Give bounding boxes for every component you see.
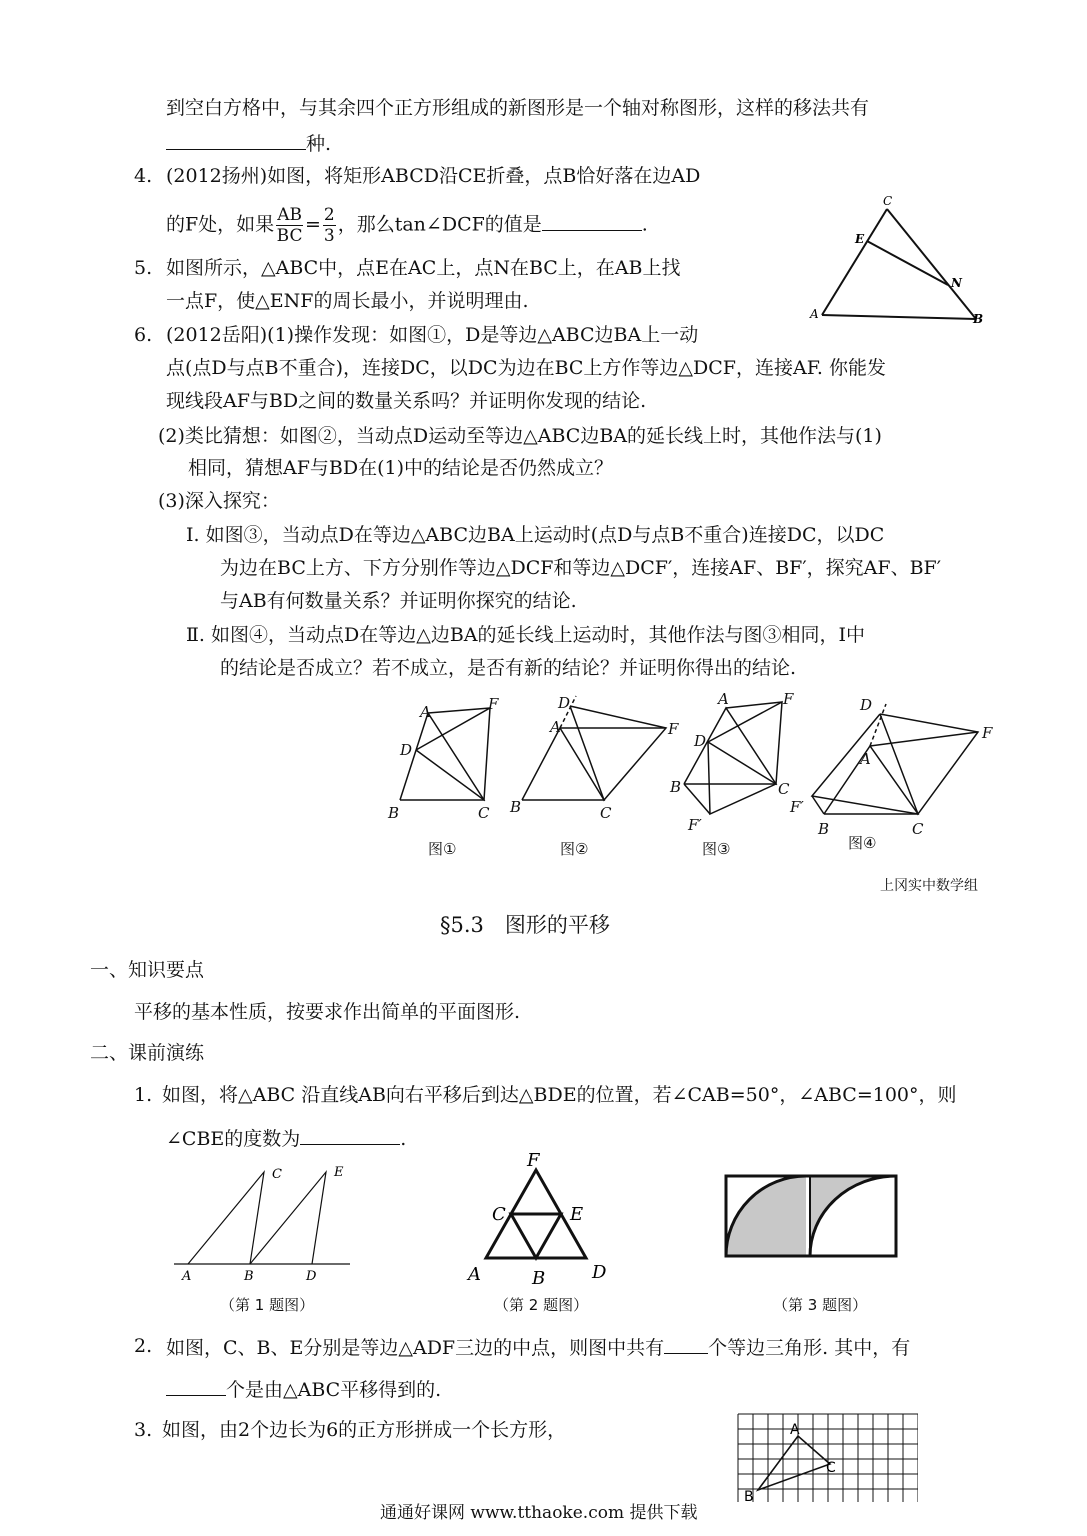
fig4-label-c: C (912, 820, 924, 838)
fig4-segment-af (870, 732, 978, 746)
q3-prev-line2 (166, 129, 331, 157)
fig3-triangle-dcf (708, 702, 782, 784)
figure-3 (684, 702, 782, 814)
label-b: B (244, 1269, 254, 1284)
segment-en (867, 241, 948, 285)
fig1-label-f: F (488, 695, 499, 713)
q3-prev-line2-tail: 种. (306, 133, 332, 155)
fig2-label-b: B (510, 798, 522, 816)
q6-ii-line1: Ⅱ. 如图④，当动点D在等边△边BA的延长线上运动时，其他作法与图③相同，Ⅰ中 (186, 624, 866, 646)
fig4-label-fprime: F′ (790, 798, 804, 816)
label-b: B (532, 1268, 546, 1288)
fig-caption-1: 图① (428, 840, 457, 858)
q4-line2-pre: 的F处，如果 (166, 213, 275, 236)
p1-line2 (166, 1124, 406, 1152)
fraction-ab-bc: $\frac{AB}{BC}$ (276, 205, 303, 246)
fig4-triangle-abc (824, 746, 918, 814)
figure-2 (522, 696, 666, 800)
label-a: A (468, 1264, 481, 1285)
fig1-label-d: D (400, 741, 413, 759)
p2-line1 (166, 1333, 910, 1361)
q5-line2: 一点F，使△ENF的周长最小，并说明理由. (166, 290, 529, 312)
p3-line1: 如图，由2个边长为6的正方形拼成一个长方形， (162, 1419, 567, 1441)
q4-number: 4. (134, 165, 153, 187)
p1-line1: 如图，将△ABC 沿直线AB向右平移后到达△BDE的位置，若∠CAB=50°，∠ABC=100°，则 (162, 1084, 957, 1106)
fig3-shaded-rectangle (720, 1170, 902, 1262)
p1-line2-pre: ∠CBE的度数为 (166, 1128, 301, 1150)
q6-part2-line1: (2)类比猜想：如图②，当动点D运动至等边△ABC边BA的延长线上时，其他作法与(1) (158, 425, 882, 447)
p2-line1-post: 个等边三角形. 其中，有 (708, 1337, 911, 1359)
segment-ac (822, 209, 887, 315)
fig3-label-c: C (778, 780, 790, 798)
label-c: C (272, 1167, 282, 1182)
grid (738, 1414, 918, 1502)
fig4-label-b: B (818, 820, 830, 838)
fig1-triangle-abc (400, 713, 484, 800)
q5-line1: 如图所示，△ABC中，点E在AC上，点N在BC上，在AB上找 (166, 257, 681, 279)
fig2-triangle-dcf (570, 706, 666, 800)
segment-ab (822, 315, 976, 319)
fig2-equilateral (460, 1148, 620, 1288)
fig2-label-a: A (550, 718, 561, 736)
q4-line2-post: ，那么tan∠DCF的值是 (337, 213, 542, 236)
q6-part3-title: (3)深入探究： (158, 490, 280, 512)
section-title: §5.3 图形的平移 (440, 913, 610, 937)
fig2-label-f: F (668, 720, 679, 738)
label-e: E (570, 1204, 584, 1225)
label-f: F (527, 1150, 540, 1171)
q4-line1: (2012扬州)如图，将矩形ABCD沿CE折叠，点B恰好落在边AD (166, 165, 701, 187)
p3-number: 3. (134, 1419, 153, 1441)
p2-line2-post: 个是由△ABC平移得到的. (226, 1379, 442, 1401)
fig2-label-c: C (600, 804, 612, 822)
fig4-segment-bfp (812, 796, 824, 814)
p2-line2 (166, 1375, 441, 1403)
label-c: C (826, 1460, 836, 1476)
p1-line2-end: . (400, 1128, 407, 1150)
q6-line2: 点(点D与点B不重合)，连接DC，以DC为边在BC上方作等边△DCF，连接AF. 你能发 (166, 357, 887, 379)
fig3-label-b: B (670, 778, 682, 796)
fig1-label-b: B (388, 804, 400, 822)
p1-number: 1. (134, 1084, 153, 1106)
fig1-triangle-dcf (416, 708, 490, 800)
label-n: N (951, 276, 962, 290)
fig4-label-a: A (860, 750, 871, 768)
fig2-caption: （第 2 题图） (494, 1296, 589, 1314)
label-d: D (592, 1262, 607, 1283)
equals-sign: = (304, 213, 321, 236)
q4-line2 (166, 205, 648, 246)
page-footer: 通通好课网 www.tthaoke.com 提供下载 (380, 1503, 698, 1523)
fig4-triangle-dcf (880, 714, 978, 814)
fig-caption-4: 图④ (848, 834, 877, 852)
figure-1 (400, 708, 490, 800)
fig1-label-c: C (478, 804, 490, 822)
q6-line3: 现线段AF与BD之间的数量关系吗？并证明你发现的结论. (166, 390, 647, 412)
q6-i-line3: 与AB有何数量关系？并证明你探究的结论. (220, 590, 577, 612)
fig1-caption: （第 1 题图） (220, 1296, 315, 1314)
fig1-segment-af (428, 708, 490, 713)
q4-line2-end: . (641, 213, 648, 236)
p2-line1-pre: 如图，C、B、E分别是等边△ADF三边的中点，则图中共有 (166, 1337, 665, 1359)
answer-blank (664, 1333, 708, 1354)
label-b: B (973, 312, 984, 326)
q6-i-line1: Ⅰ. 如图③，当动点D在等边△ABC边BA上运动时(点D与点B不重合)连接DC，以DC (186, 524, 885, 546)
fig3-caption: （第 3 题图） (773, 1296, 868, 1314)
label-c: C (883, 195, 893, 208)
fig2-label-d: D (558, 694, 571, 712)
fig3-label-fprime: F′ (688, 816, 702, 834)
fig1-label-a: A (420, 703, 431, 721)
label-b: B (744, 1489, 754, 1502)
label-d: D (306, 1269, 317, 1284)
label-e: E (334, 1165, 344, 1180)
triangle-abc (188, 1172, 264, 1264)
q3-prev-line1: 到空白方格中，与其余四个正方形组成的新图形是一个轴对称图形，这样的移法共有 (166, 97, 870, 119)
part2-heading: 二、课前演练 (90, 1042, 205, 1064)
segment-cb (887, 209, 976, 319)
q6-ii-line2: 的结论是否成立？若不成立，是否有新的结论？并证明你得出的结论. (220, 657, 797, 679)
part1-heading: 一、知识要点 (90, 959, 205, 981)
q6-part2-line2: 相同，猜想AF与BD在(1)中的结论是否仍然成立？ (188, 457, 614, 479)
fig4-label-d: D (860, 696, 873, 714)
fig-caption-3: 图③ (702, 840, 731, 858)
triangle-ceb (511, 1214, 561, 1258)
p2-number: 2. (134, 1335, 153, 1357)
fig-caption-2: 图② (560, 840, 589, 858)
fraction-2-3: $\frac{2}{3}$ (323, 205, 335, 246)
q6-line1: (2012岳阳)(1)操作发现：如图①，D是等边△ABC边BA上一动 (166, 324, 699, 346)
fig3-label-d: D (694, 732, 707, 750)
part1-body: 平移的基本性质，按要求作出简单的平面图形. (134, 1001, 521, 1023)
label-c: C (492, 1204, 506, 1225)
answer-blank (300, 1124, 400, 1145)
answer-blank (166, 129, 306, 150)
label-e: E (855, 232, 865, 246)
label-a: A (790, 1422, 800, 1438)
q6-i-line2: 为边在BC上方、下方分别作等边△DCF和等边△DCF′，连接AF、BF′，探究AF、BF′ (220, 557, 942, 579)
p3-grid-figure (734, 1410, 918, 1502)
q5-number: 5. (134, 257, 153, 279)
answer-blank (542, 210, 642, 231)
q6-number: 6. (134, 324, 153, 346)
fig3-segment-bfp (684, 784, 710, 814)
answer-blank (166, 1375, 226, 1396)
fig3-label-a: A (718, 690, 729, 708)
q6-figures (380, 688, 1010, 863)
label-a: A (810, 307, 819, 321)
fig3-label-f: F (783, 690, 794, 708)
fig1-translation (170, 1158, 360, 1288)
group-note: 上冈实中数学组 (880, 878, 978, 894)
q5-triangle-figure (800, 195, 1000, 335)
label-a: A (182, 1269, 192, 1284)
fig4-label-f: F (982, 724, 993, 742)
figure-4 (812, 704, 978, 814)
